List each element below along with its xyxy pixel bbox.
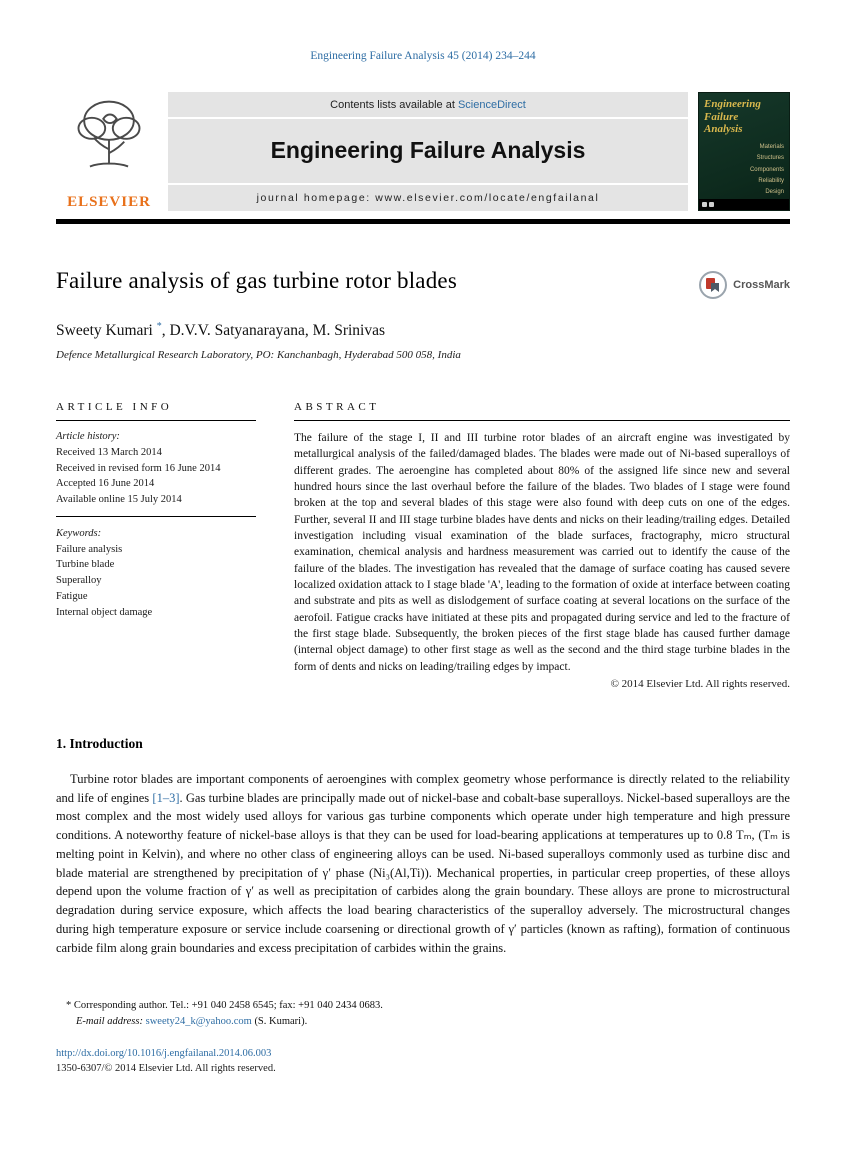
cover-footer-strip <box>699 199 789 210</box>
cover-topic: Design <box>765 189 784 196</box>
article-history-item: Accepted 16 June 2014 <box>56 478 155 490</box>
article-history-item: Received in revised form 16 June 2014 <box>56 462 221 474</box>
intro-paragraph <box>56 770 790 958</box>
crossmark-badge[interactable] <box>698 270 790 300</box>
corresponding-author-star[interactable]: * <box>156 320 162 332</box>
affiliation: Defence Metallurgical Research Laboratory, PO: Kanchanbagh, Hyderabad 500 058, India <box>56 349 461 362</box>
intro-text-a: Turbine rotor blades are important components of aeroengines with complex geometry whose performance is directly related to the reliability and life of engines <box>56 771 790 805</box>
footnote <box>56 998 790 1030</box>
abstract-copyright: © 2014 Elsevier Ltd. All rights reserved. <box>610 677 790 690</box>
cover-title-line: Engineering <box>704 98 761 110</box>
journal-homepage-link[interactable]: journal homepage: www.elsevier.com/locate/engfailanal <box>168 183 688 211</box>
article-info-heading: ARTICLE INFO <box>56 401 173 414</box>
article-info-divider <box>56 516 256 517</box>
cover-topic: Structures <box>756 155 784 162</box>
email-label: E-mail address: <box>76 1015 143 1027</box>
journal-cover <box>698 92 790 211</box>
keyword-item: Internal object damage <box>56 606 153 618</box>
cover-topic: Components <box>749 166 784 173</box>
elsevier-tree-icon <box>61 94 157 176</box>
doi-link[interactable]: http://dx.doi.org/10.1016/j.engfailanal.2014.06.003 <box>56 1047 272 1059</box>
intro-heading: 1. Introduction <box>56 735 143 751</box>
article-history-item: Available online 15 July 2014 <box>56 494 182 506</box>
keyword-item: Fatigue <box>56 590 88 602</box>
contents-line <box>168 92 688 119</box>
citation-link[interactable]: [1–3] <box>152 790 180 805</box>
cover-topic: Reliability <box>758 178 784 185</box>
crossmark-label: CrossMark <box>733 278 790 291</box>
sciencedirect-link[interactable]: ScienceDirect <box>457 99 526 111</box>
abstract-divider <box>294 420 790 421</box>
crossmark-icon <box>698 270 728 300</box>
footnote-email-line <box>56 1014 790 1030</box>
elsevier-logo <box>56 92 168 211</box>
footnote-corresponding: * Corresponding author. Tel.: +91 040 2458 6545; fax: +91 040 2434 0683. <box>66 1000 383 1011</box>
issn-line: 1350-6307/© 2014 Elsevier Ltd. All rights reserved. <box>56 1063 276 1075</box>
journal-title: Engineering Failure Analysis <box>270 137 586 164</box>
keyword-item: Superalloy <box>56 575 102 587</box>
email-suffix: (S. Kumari). <box>251 1015 308 1027</box>
contents-line-prefix: Contents lists available at <box>330 99 458 111</box>
cover-title-line: Analysis <box>704 123 743 136</box>
article-history-label: Article history: <box>56 431 120 443</box>
journal-banner <box>168 92 688 211</box>
header-divider <box>56 219 790 224</box>
abstract-text: The failure of the stage I, II and III turbine rotor blades of an aircraft engine was investigated by metallurgical analysis of the failed/damaged blades. The blades were made out of Ni-based superalloys of different grades. The aeroengine has completed about 80% of the assigned life since new and several hundred hours since the last overhaul before the failure of the blades. Two blades of I stage were found broken at the top and several blades of this stage were also found with deep cuts on one of the edges. Further, several II and III stage turbine blades have dents and nicks on their leading/trailing edges. Detailed investigation including visual examination of the blade surfaces, fractography, micro structural examination, chemical analysis and hardness measurement was carried out to identify the cause of the failure of the blades. The investigation has revealed that the damage of surface coating has caused severe localized oxidation attack to I stage blade 'A', leading to the formation of oxide at interface between coating and substrate and pits as well as dislodgement of surface coating at several locations on the surface of the aerofoil. Fatigue cracks have initiated at these pits and propagated during service and led to the fracture of the first stage blade. Subsequently, the broken pieces of the first stage blade has caused further damage (internal object damage) to other first stage as well as the second and the third stage turbine blades in the form of dents and nicks on leading/trailing edges by impact. <box>294 432 790 673</box>
email-link[interactable]: sweety24_k@yahoo.com <box>145 1015 252 1027</box>
journal-header <box>56 92 790 211</box>
author-name: Sweety Kumari <box>56 322 157 340</box>
elsevier-logo-text: ELSEVIER <box>67 193 151 210</box>
keywords-label: Keywords: <box>56 527 102 539</box>
cover-topic: Materials <box>759 143 784 150</box>
abstract-section <box>294 401 790 690</box>
cover-title-line: Failure <box>704 110 739 123</box>
authors-line <box>56 321 790 340</box>
paper-title: Failure analysis of gas turbine rotor blades <box>56 267 457 293</box>
article-history-item: Received 13 March 2014 <box>56 446 162 458</box>
footer <box>56 1046 790 1155</box>
intro-text-b: . Gas turbine blades are principally made out of nickel-base and cobalt-base superalloys. Nickel-based superalloys are the most complex and the most widely used alloys for various gas turbine components which operate under high temperature and high pressure conditions. A noteworthy feature of nickel-base alloys is that they can be used for load-bearing applications at temperatures up to 0.8 Tₘ, (Tₘ is melting point in Kelvin), and where no other class of engineering alloys can be used. Ni-based superalloys commonly used as turbine disc and blade material are strengthened by precipitation of γ′ phase (Ni₃(Al,Ti)). Mechanical properties, in particular creep properties, of these alloys depend upon the volume fraction of γ′ as well as precipitation of carbides along the grain boundary. These alloys are prone to microstructural degradation during service exposure, which affects the load bearing characteristics of the superalloy adversely. The microstructural changes during high temperature exposure or service include coarsening or directional growth of γ′ particles (known as rafting), formation of continuous carbide film along grain boundaries and excess precipitation of carbides within the grains. <box>56 790 790 955</box>
journal-ref-link[interactable]: Engineering Failure Analysis 45 (2014) 234–244 <box>310 50 536 62</box>
abstract-heading: ABSTRACT <box>294 401 380 414</box>
introduction-section <box>56 736 790 958</box>
author-names-rest: , D.V.V. Satyanarayana, M. Srinivas <box>161 322 386 340</box>
keyword-item: Turbine blade <box>56 559 115 571</box>
keyword-item: Failure analysis <box>56 543 123 555</box>
article-info-divider <box>56 420 256 421</box>
article-info-section <box>56 401 256 690</box>
